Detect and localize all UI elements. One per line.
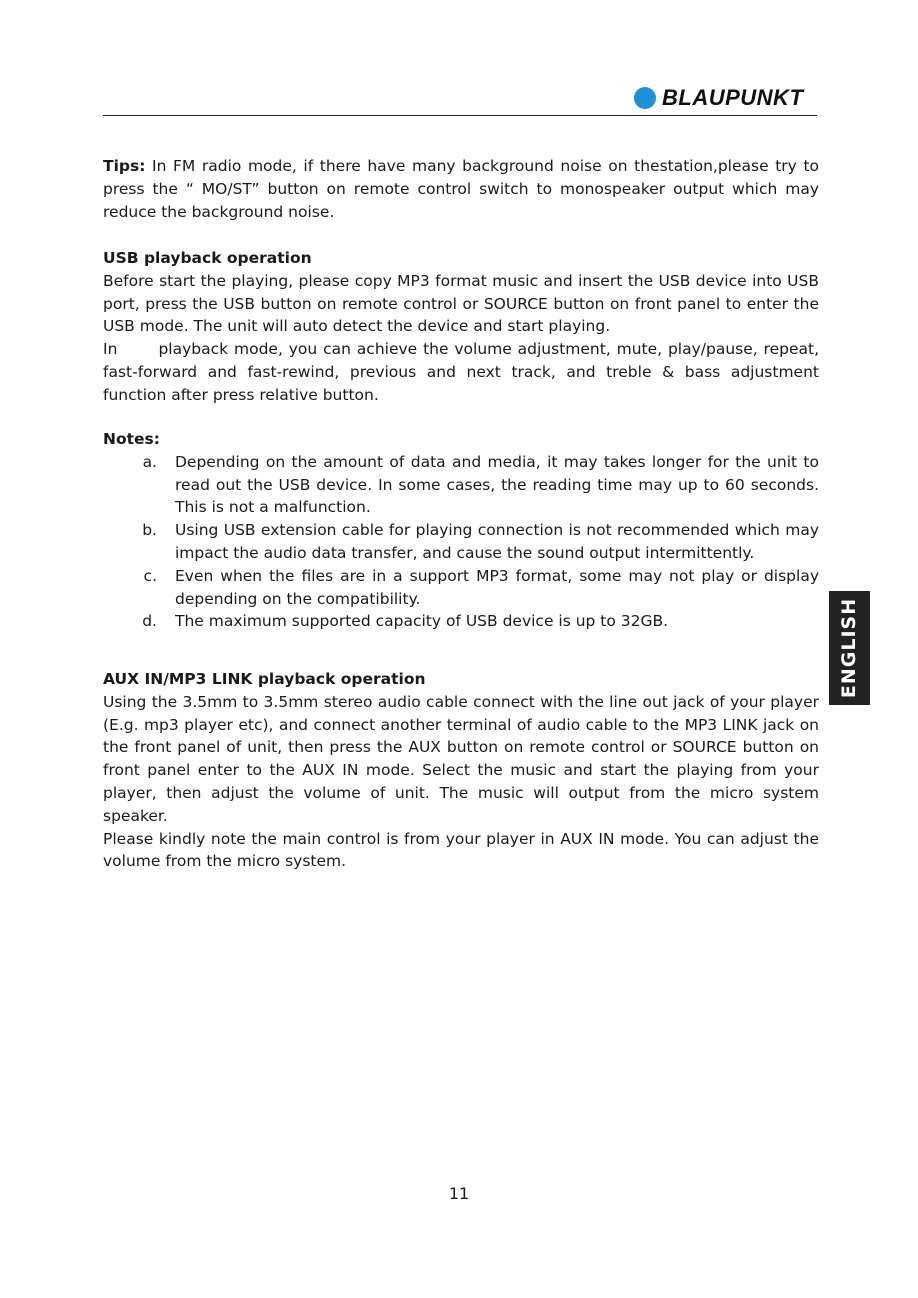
- usb-paragraph-1: Before start the playing, please copy MP3 format music and insert the USB device into USB port, press the USB button on remote control or SOURCE button on front panel to enter the USB mode. The unit will auto detect the device and start playing.: [103, 271, 819, 336]
- tips-text: In FM radio mode, if there have many background noise on thestation,please try to press the “ MO/ST” button on remote control switch to monospeaker output which may reduce the background noise.: [103, 157, 819, 221]
- aux-section: [103, 668, 819, 873]
- usb-paragraph-2: In playback mode, you can achieve the volume adjustment, mute, play/pause, repeat, fast-forward and fast-rewind, previous and next track, and treble & bass adjustment function after press relative button.: [103, 340, 824, 404]
- aux-paragraph-1: Using the 3.5mm to 3.5mm stereo audio cable connect with the line out jack of your player (E.g. mp3 player etc), and connect another terminal of audio cable to the MP3 LINK jack on the front panel of unit, then press the AUX button on remote control or SOURCE button on front panel enter to the AUX IN mode. Select the music and start the playing from your player, then adjust the volume of unit. The music will output from the micro system speaker.: [103, 692, 819, 825]
- aux-heading: AUX IN/MP3 LINK playback operation: [103, 670, 426, 688]
- note-marker: b.: [142, 521, 157, 540]
- notes-heading: Notes:: [103, 430, 160, 448]
- list-item: [103, 519, 819, 565]
- brand-logo: [634, 84, 803, 112]
- aux-paragraph-2: Please kindly note the main control is from your player in AUX IN mode. You can adjust the volume from the micro system.: [103, 829, 819, 871]
- tips-paragraph: [103, 155, 819, 223]
- list-item: [103, 610, 819, 633]
- page-number: 11: [448, 1184, 470, 1203]
- usb-heading: USB playback operation: [103, 249, 312, 267]
- usb-section: [103, 247, 824, 407]
- note-marker: d.: [142, 612, 157, 631]
- notes-section: [103, 428, 819, 633]
- note-marker: c.: [143, 566, 157, 585]
- language-tab: [829, 591, 870, 705]
- notes-list: [103, 451, 819, 633]
- tips-section: [103, 155, 819, 223]
- note-marker: a.: [142, 452, 157, 471]
- brand-name: BLAUPUNKT: [662, 85, 804, 110]
- note-text: Using USB extension cable for playing connection is not recommended which may impact the audio data transfer, and cause the sound output intermittently.: [175, 521, 819, 562]
- tips-label: Tips:: [103, 157, 146, 175]
- brand-dot-icon: [634, 87, 656, 109]
- note-text: The maximum supported capacity of USB device is up to 32GB.: [175, 612, 669, 631]
- list-item: [103, 565, 819, 611]
- language-tab-label: ENGLISH: [838, 597, 861, 699]
- note-text: Even when the files are in a support MP3 format, some may not play or display depending on the compatibility.: [175, 566, 819, 608]
- header-rule: [103, 115, 817, 116]
- list-item: [103, 451, 819, 519]
- note-text: Depending on the amount of data and media, it may takes longer for the unit to read out the USB device. In some cases, the reading time may up to 60 seconds. This is not a malfunction.: [175, 452, 819, 517]
